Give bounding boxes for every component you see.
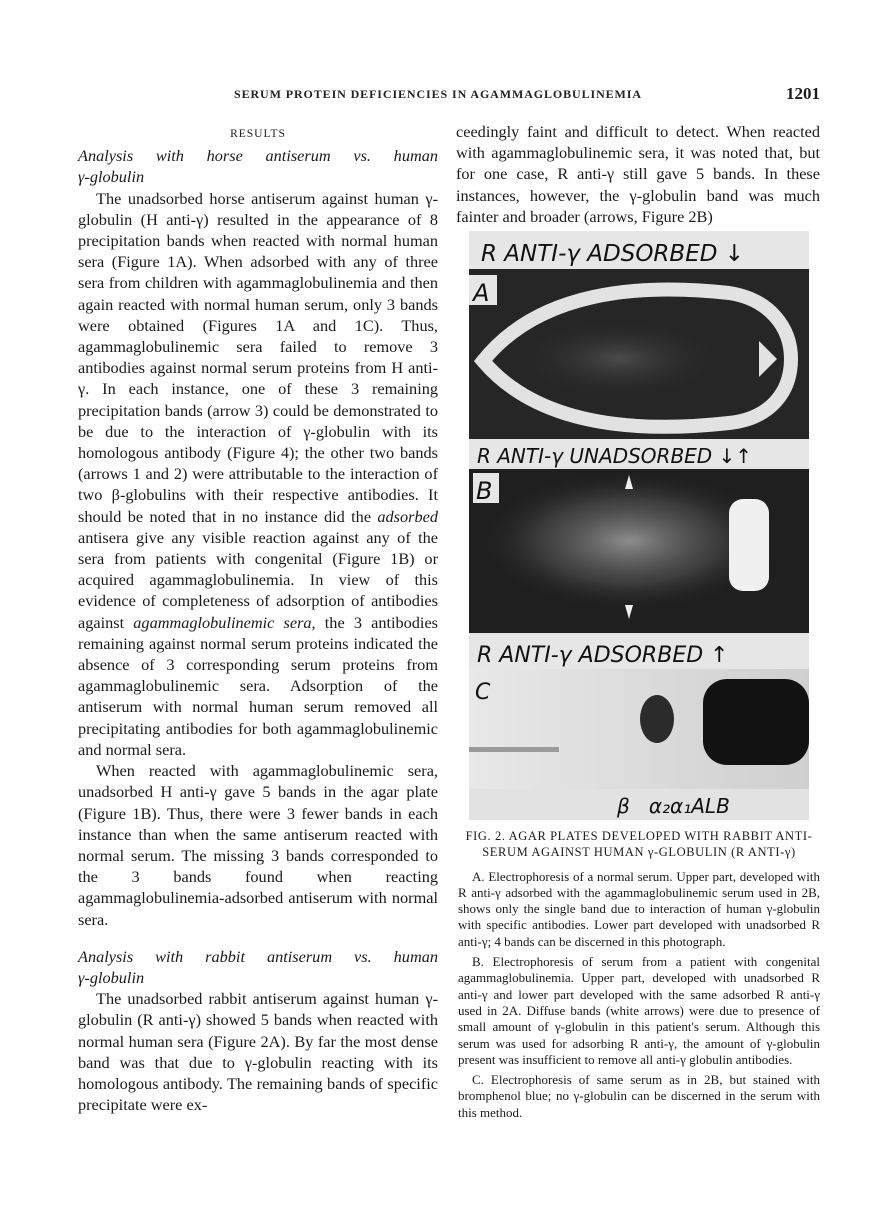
figure-caption bbox=[458, 828, 820, 1125]
label-top: R ANTI-γ ADSORBED ↓ bbox=[481, 241, 745, 267]
caption-b: B. Electrophoresis of serum from a patient with congenital agammaglobulinemia. Upper part, developed with unadsorbed R anti-γ and lower part developed with the same adsorbed R anti-γ used in 2A. Diffuse bands (white arrows) were due to presence of small amount of γ-globulin in this patient's serum. Although this serum was used for adsorbing R anti-γ, the amount of γ-globulin present was insufficient to remove all anti-γ globulin antibodies. bbox=[458, 954, 820, 1067]
subheading-rabbit-cont: γ-globulin bbox=[78, 967, 145, 987]
page-number: 1201 bbox=[786, 84, 820, 103]
panel-c-label: C bbox=[475, 680, 491, 705]
panel-c-trough-line bbox=[469, 747, 559, 752]
panel-a-label: A bbox=[473, 279, 490, 307]
paragraph-continued: ceedingly faint and difficult to detect. When reacted with agammaglobulinemic sera, it was noted that, but for one case, R anti-γ still gave 5 bands. In these instances, however, the γ-globulin band was much fainter and broader (arrows, Figure 2B) bbox=[456, 122, 820, 226]
fraction-labels: β α₂α₁ALB bbox=[617, 794, 730, 818]
caption-a: A. Electrophoresis of a normal serum. Upper part, developed with R anti-γ adsorbed with the agammaglobulinemic serum used in 2B, shows only the single band due to interaction of human γ-globulin with specific antibodies. Lower part developed with unadsorbed R anti-γ; 4 bands can be discerned in this photograph. bbox=[458, 868, 820, 949]
panel-c-beta-spot bbox=[640, 695, 674, 743]
label-bottom: R ANTI-γ ADSORBED ↑ bbox=[477, 643, 729, 668]
paragraph-2: When reacted with agammaglobulinemic sera, unadsorbed H anti-γ gave 5 bands in the agar plate (Figure 1B). Thus, there were 3 fewer bands in each instance than when the same antiserum reacted with normal serum. The missing 3 bands corresponded to the 3 bands found when reacting agammaglobulinemia-adsorbed antiserum with normal sera. bbox=[78, 761, 438, 929]
paragraph-1: The unadsorbed horse antiserum against human γ-globulin (H anti-γ) resulted in the appearance of 8 precipitation bands when reacted with normal human sera (Figure 1A). When adsorbed with any of three sera from children with agammaglobulinemia and then again reacted with normal human serum, only 3 bands were obtained (Figures 1A and 1C). Thus, agammaglobulinemic sera failed to remove 3 antibodies against normal serum proteins from H anti-γ. In each instance, one of these 3 remaining precipitation bands (arrow 3) could be demonstrated to be due to the interaction of γ-globulin with its homologous antibody (Figure 4); the other two bands (arrows 1 and 2) were attributable to the interaction of two β-globulins with their respective antibodies. It should be noted that in no instance did the adsorbed antisera give any visible reaction against any of the sera from patients with congenital (Figure 1B) or acquired agammaglobulinemia. In view of this evidence of completeness of adsorption of antibodies against agammaglobulinemic sera, the 3 antibodies remaining against normal serum proteins indicated the absence of 3 corresponding serum proteins from agammaglobulinemic sera. Adsorption of the antiserum with normal human serum removed all precipitating antibodies for both agammaglobulinemic and normal sera. bbox=[78, 188, 439, 759]
subheading-horse: Analysis with horse antiserum vs. human bbox=[78, 146, 438, 166]
right-column bbox=[456, 121, 820, 227]
panel-b-label: B bbox=[476, 477, 493, 505]
emphasis-agamma-sera: agammaglobulinemic sera, bbox=[133, 612, 316, 632]
subheading-rabbit: Analysis with rabbit antiserum vs. human bbox=[78, 946, 438, 966]
subheading-horse-cont: γ-globulin bbox=[78, 167, 145, 187]
emphasis-adsorbed: adsorbed bbox=[377, 506, 438, 526]
figure-2-photograph bbox=[469, 231, 809, 820]
panel-b-well bbox=[729, 499, 769, 591]
running-head: SERUM PROTEIN DEFICIENCIES IN AGAMMAGLOBULINEMIA bbox=[234, 87, 642, 101]
paragraph-3: The unadsorbed rabbit antiserum against human γ-globulin (R anti-γ) showed 5 bands when reacted with normal human sera (Figure 2A). By far the most dense band was that due to γ-globulin reacting with its homologous antibody. The remaining bands of specific precipitate were ex- bbox=[78, 989, 438, 1115]
panel-a-band bbox=[509, 317, 729, 401]
label-middle: R ANTI-γ UNADSORBED ↓↑ bbox=[477, 444, 753, 468]
page-header bbox=[0, 84, 890, 108]
caption-title: FIG. 2. AGAR PLATES DEVELOPED WITH RABBIT ANTI-SERUM AGAINST HUMAN γ-GLOBULIN (R ANTI-γ) bbox=[465, 829, 813, 860]
left-column bbox=[78, 124, 438, 1115]
section-title: RESULTS bbox=[230, 128, 286, 140]
caption-c: C. Electrophoresis of same serum as in 2B, but stained with bromphenol blue; no γ-globulin can be discerned in the serum with this method. bbox=[458, 1072, 820, 1120]
panel-c-albumin-spot bbox=[703, 679, 809, 765]
